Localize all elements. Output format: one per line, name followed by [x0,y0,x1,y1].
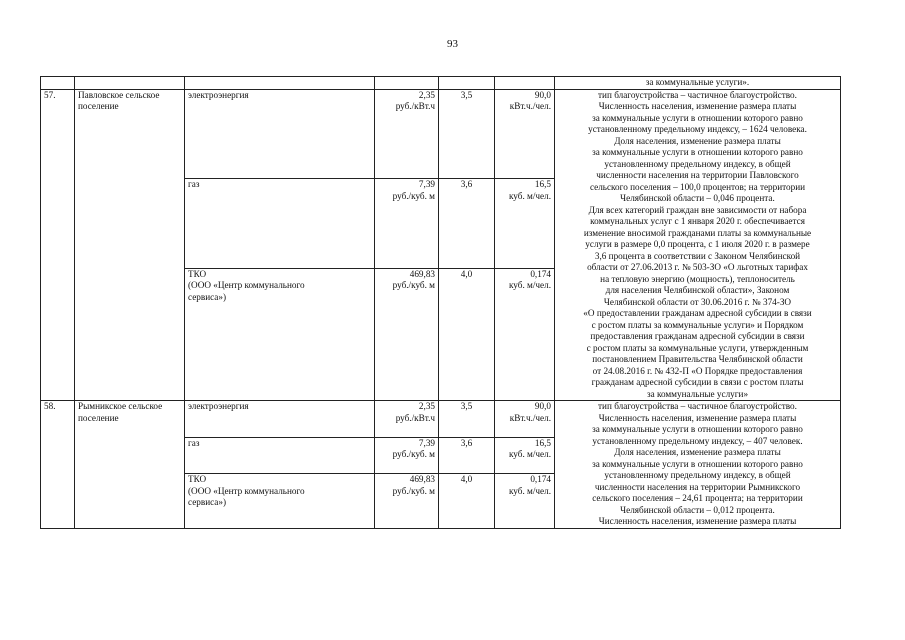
service-name-line: ТКО [188,474,207,485]
norm-value-line: куб. м/чел. [508,190,551,201]
service-name [185,474,375,528]
service-name-line: газ [188,179,200,190]
description-line: численности населения на территории Павловского [596,170,799,180]
description [555,401,841,529]
tariff-table [40,76,841,529]
norm-value-line: куб. м/чел. [508,485,551,496]
page-number: 93 [447,38,458,50]
norm-value-line: кВт.ч./чел. [509,412,551,423]
tariff-value-line: руб./кВт.ч [395,101,435,111]
description-line: Доля населения, изменение размера платы [614,447,781,457]
description-line: Челябинской области – 0,012 процента. [620,504,775,515]
norm-value-line: 0,174 [530,474,551,485]
description-line: «О предоставлении гражданам адресной субсидии в связи [583,308,812,318]
service-name-line: (ООО «Центр коммунального [188,485,305,496]
norm-value-line: 90,0 [534,401,551,411]
norm-value [495,437,555,474]
service-name [185,401,375,438]
tariff-value [375,179,439,269]
norm-value [495,268,555,400]
index-value: 3,6 [439,179,495,269]
tariff-value [375,474,439,528]
description-line: за коммунальные услуги в отношении которого равно [592,458,803,469]
tariff-value-line: 2,35 [418,89,435,100]
description-line: гражданам адресной субсидии в связи с ростом платы [591,377,804,387]
tariff-value-line: руб./куб. м [392,190,435,201]
description-line: услуги в размере 0,0 процента, с 1 июля 2020 г. в размере [585,239,810,249]
index-value: 3,5 [439,401,495,438]
service-name-line: сервиса») [188,497,227,508]
description-line: сельского поселения – 100,0 процентов; на территории [589,181,806,192]
description-line: тип благоустройства – частичное благоустройство. [598,401,797,411]
description-line: предоставления гражданам адресной субсидии в связи [590,331,805,341]
description-line: тип благоустройства – частичное благоустройство. [598,89,797,100]
row-number: 57. [41,89,75,401]
tariff-value [375,401,439,438]
index-value: 4,0 [439,268,495,400]
tariff-value-line: 469,83 [409,474,435,485]
description-line: за коммунальные услуги в отношении которого равно [592,147,803,157]
description-line: с ростом платы за коммунальные услуги» и Порядком [591,319,804,330]
settlement-name: Рымникское сельское поселение [75,401,185,529]
tariff-value [375,437,439,474]
tariff-value-line: 7,39 [418,437,435,448]
tariff-value-line: 7,39 [418,179,435,190]
description-line: от 24.08.2016 г. № 432-П «О Порядке предоставления [592,365,803,376]
description-line: области от 27.06.2013 г. № 503-ЗО «О льготных тарифах [587,262,808,272]
norm-value-line: куб. м/чел. [508,280,551,291]
service-name-line: электроэнергия [188,401,249,411]
description-line: Доля населения, изменение размера платы [614,135,781,146]
description-line: 3,6 процента в соответствии с Законом Челябинской [594,250,801,261]
description-line: сельского поселения – 24,61 процента; на территории [592,493,803,503]
service-name-line: сервиса») [188,291,227,302]
description-line: для населения Челябинской области», Законом [605,285,790,295]
tariff-value-line: руб./кВт.ч [395,412,435,423]
description-line: Челябинской области – 0,046 процента. [620,193,775,203]
description-line: численности населения на территории Рымникского [594,481,801,492]
index-value: 3,5 [439,89,495,179]
tariff-value [375,268,439,400]
service-name [185,437,375,474]
description-line: на тепловую энергию (мощность), теплоноситель [600,273,795,284]
service-name-line: (ООО «Центр коммунального [188,280,305,291]
table-row [41,401,841,438]
description-line: за коммунальные услуги в отношении которого равно [592,424,803,434]
norm-value-line: куб. м/чел. [508,449,551,460]
description-line: постановлением Правительства Челябинской области [592,354,803,364]
norm-value [495,89,555,179]
row-number: 58. [41,401,75,529]
description-line: Численность населения, изменение размера платы [598,101,797,111]
norm-value-line: 16,5 [534,437,551,448]
description-line: изменение вносимой гражданами платы за коммунальные [583,227,812,238]
index-value: 3,6 [439,437,495,474]
service-name-line: ТКО [188,268,207,279]
service-name [185,268,375,400]
service-name-line: электроэнергия [188,89,249,100]
service-name [185,179,375,269]
description-line: установленному предельному индексу, – 407 человек. [592,435,803,446]
service-name [185,89,375,179]
service-name-line: газ [188,437,200,448]
description-line: коммунальных услуг с 1 января 2020 г. обеспечивается [590,216,805,226]
continuation-row [41,77,841,90]
tariff-value-line: 2,35 [418,401,435,411]
norm-value-line: кВт.ч./чел. [509,101,551,111]
description-line: за коммунальные услуги в отношении которого равно [592,112,803,123]
norm-value [495,179,555,269]
tariff-value-line: руб./куб. м [392,485,435,496]
description-line: Численность населения, изменение размера платы [598,412,797,423]
tariff-value [375,89,439,179]
description-line: с ростом платы за коммунальные услуги, утвержденным [586,342,809,353]
description-line: Челябинской области от 30.06.2016 г. № 374-ЗО [603,296,792,307]
continuation-text: за коммунальные услуги». [555,77,841,90]
description-line: Для всех категорий граждан вне зависимости от набора [588,204,807,215]
description-line: за коммунальные услуги» [646,388,749,399]
norm-value [495,474,555,528]
description-line: установленному предельному индексу, в общей [604,158,791,169]
settlement-name: Павловское сельское поселение [75,89,185,401]
description-line: установленному предельному индексу, в общей [604,470,791,480]
norm-value-line: 90,0 [534,89,551,100]
table-row [41,89,841,179]
description-line: установленному предельному индексу, – 1624 человека. [588,124,807,134]
index-value: 4,0 [439,474,495,528]
norm-value-line: 0,174 [530,268,551,279]
tariff-value-line: руб./куб. м [392,280,435,291]
description-line: Численность населения, изменение размера платы [598,516,797,526]
norm-value [495,401,555,438]
description [555,89,841,401]
norm-value-line: 16,5 [534,179,551,190]
tariff-value-line: 469,83 [409,268,435,279]
tariff-value-line: руб./куб. м [392,449,435,460]
